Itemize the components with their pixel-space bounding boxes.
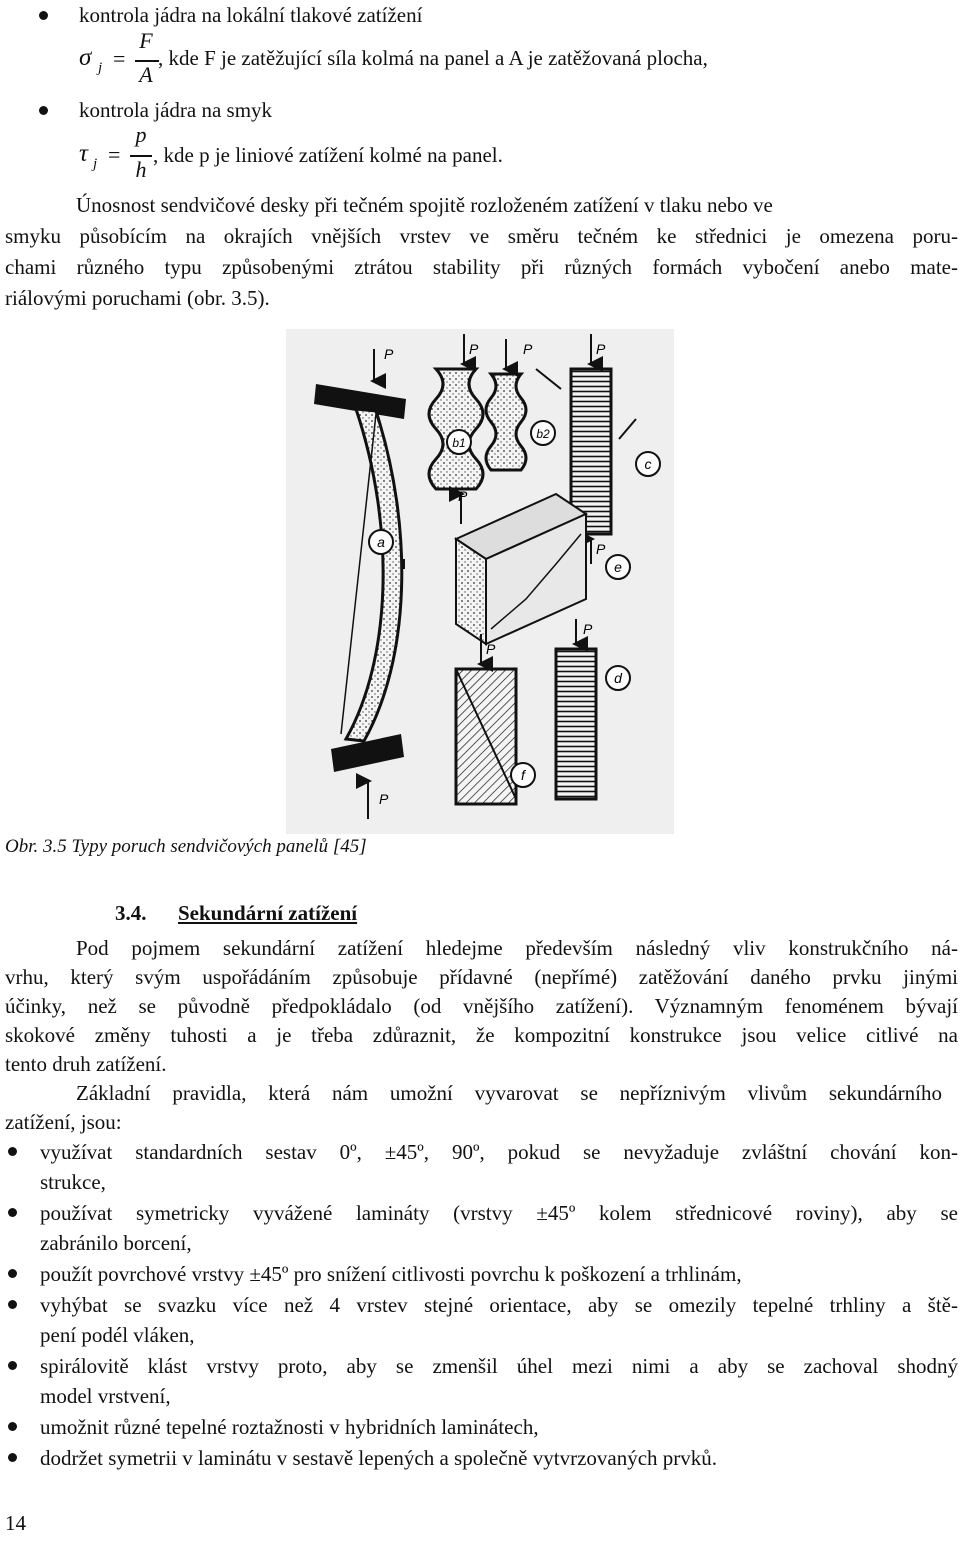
formula-text: , kde p je liniové zatížení kolmé na panel.	[153, 143, 503, 167]
load-label-p: P	[583, 621, 593, 637]
label-d	[606, 666, 630, 690]
bullet-text: kontrola jádra na lokální tlakové zatížení	[79, 3, 423, 27]
bullet-text: kontrola jádra na smyk	[79, 98, 273, 122]
svg-text:b1: b1	[452, 436, 466, 450]
svg-text:d: d	[614, 670, 622, 686]
formula-subscript: j	[93, 156, 98, 172]
bullet-dot	[8, 1422, 17, 1431]
formula-subscript: j	[98, 60, 103, 76]
paragraph-line: chami různého typu způsobenými ztrátou stability při různých formách vybočení anebo mate-	[5, 255, 958, 279]
load-label-p: P	[523, 341, 533, 357]
load-label-p: P	[596, 541, 606, 557]
list-item-cont: model vrstvení,	[40, 1384, 171, 1408]
load-label-p: P	[458, 488, 468, 504]
sandwich-failure-figure	[286, 329, 674, 834]
svg-text:f: f	[521, 767, 525, 783]
load-label-p: P	[486, 641, 496, 657]
list-item: používat symetricky vyvážené lamináty (vrstvy ±45º kolem střednicové roviny), aby se	[40, 1201, 958, 1225]
paragraph-line: skokové změny tuhosti a je třeba zdůraznit, že kompozitní konstrukce jsou velice citlivé na	[5, 1023, 958, 1047]
svg-text:a: a	[377, 534, 385, 550]
paragraph-line: Základní pravidla, která nám umožní vyvarovat se nepříznivým vlivům sekundárního	[76, 1081, 942, 1105]
bullet-dot	[39, 11, 48, 20]
figure	[286, 329, 674, 834]
svg-text:b2: b2	[536, 427, 550, 441]
formula-denominator: A	[139, 62, 153, 87]
label-a	[369, 530, 393, 554]
formula-tau: τ	[79, 140, 88, 167]
list-item-cont: pení podél vláken,	[40, 1323, 195, 1347]
list-item-cont: zabránilo borcení,	[40, 1231, 192, 1255]
list-item-cont: strukce,	[40, 1170, 106, 1194]
label-c	[636, 452, 660, 476]
label-b1	[447, 430, 471, 454]
page-number: 14	[5, 1511, 26, 1535]
list-item: použít povrchové vrstvy ±45º pro snížení citlivosti povrchu k poškození a trhlinám,	[40, 1262, 742, 1286]
paragraph-line: tento druh zatížení.	[5, 1052, 167, 1076]
list-item: vyhýbat se svazku více než 4 vrstev stejné orientace, aby se omezily tepelné trhliny a ště-	[40, 1293, 958, 1317]
figure-caption: Obr. 3.5 Typy poruch sendvičových panelů [45]	[5, 836, 367, 857]
list-item: dodržet symetrii v laminátu v sestavě lepených a společně vytvrzovaných prvků.	[40, 1446, 718, 1470]
label-e	[606, 555, 630, 579]
formula-equals: =	[108, 142, 121, 167]
paragraph-line: riálovými poruchami (obr. 3.5).	[5, 286, 270, 310]
paragraph-line: Únosnost sendvičové desky při tečném spojitě rozloženém zatížení v tlaku nebo ve	[76, 193, 773, 217]
bullet-dot	[8, 1208, 17, 1217]
load-label-p: P	[384, 346, 394, 362]
list-item: spirálovitě klást vrstvy proto, aby se zmenšil úhel mezi nimi a aby se zachoval shodný	[40, 1354, 958, 1378]
paragraph-line: Pod pojmem sekundární zatížení hledejme především následný vliv konstrukčního ná-	[76, 936, 958, 960]
formula-sigma: σ	[79, 44, 92, 71]
svg-text:c: c	[644, 456, 652, 472]
formula-numerator: F	[139, 28, 153, 53]
label-f	[511, 763, 535, 787]
load-label-p: P	[379, 791, 389, 807]
load-label-p: P	[469, 341, 479, 357]
label-b2	[531, 421, 555, 445]
formula-text: , kde F je zatěžující síla kolmá na panel a A je zatěžovaná plocha,	[158, 46, 708, 70]
formula-equals: =	[113, 46, 126, 71]
bullet-dot	[8, 1361, 17, 1370]
load-label-p: P	[596, 341, 606, 357]
section-number: 3.4.	[115, 901, 147, 925]
svg-text:e: e	[614, 559, 622, 575]
paragraph-line: smyku působícím na okrajích vnějších vrstev ve směru tečném ke střednici je omezena poru-	[5, 224, 958, 248]
bullet-dot	[8, 1147, 17, 1156]
bullet-dot	[39, 106, 48, 115]
list-item: využívat standardních sestav 0º, ±45º, 90º, pokud se nevyžaduje zvláštní chování kon-	[40, 1140, 958, 1164]
paragraph-line: zatížení, jsou:	[5, 1110, 122, 1134]
bullet-dot	[8, 1453, 17, 1462]
bullet-dot	[8, 1300, 17, 1309]
formula-numerator: p	[135, 122, 147, 147]
formula-denominator: h	[135, 157, 147, 182]
paragraph-line: vrhu, který svým uspořádáním způsobuje přídavné (nepřímé) zatěžování daného prvku jinými	[5, 965, 958, 989]
section-title: Sekundární zatížení	[178, 901, 358, 925]
paragraph-line: účinky, než se původně předpokládalo (od vnějšího zatížení). Významným fenoménem bývají	[5, 994, 958, 1018]
bullet-dot	[8, 1269, 17, 1278]
list-item: umožnit různé tepelné roztažnosti v hybridních laminátech,	[40, 1415, 539, 1439]
